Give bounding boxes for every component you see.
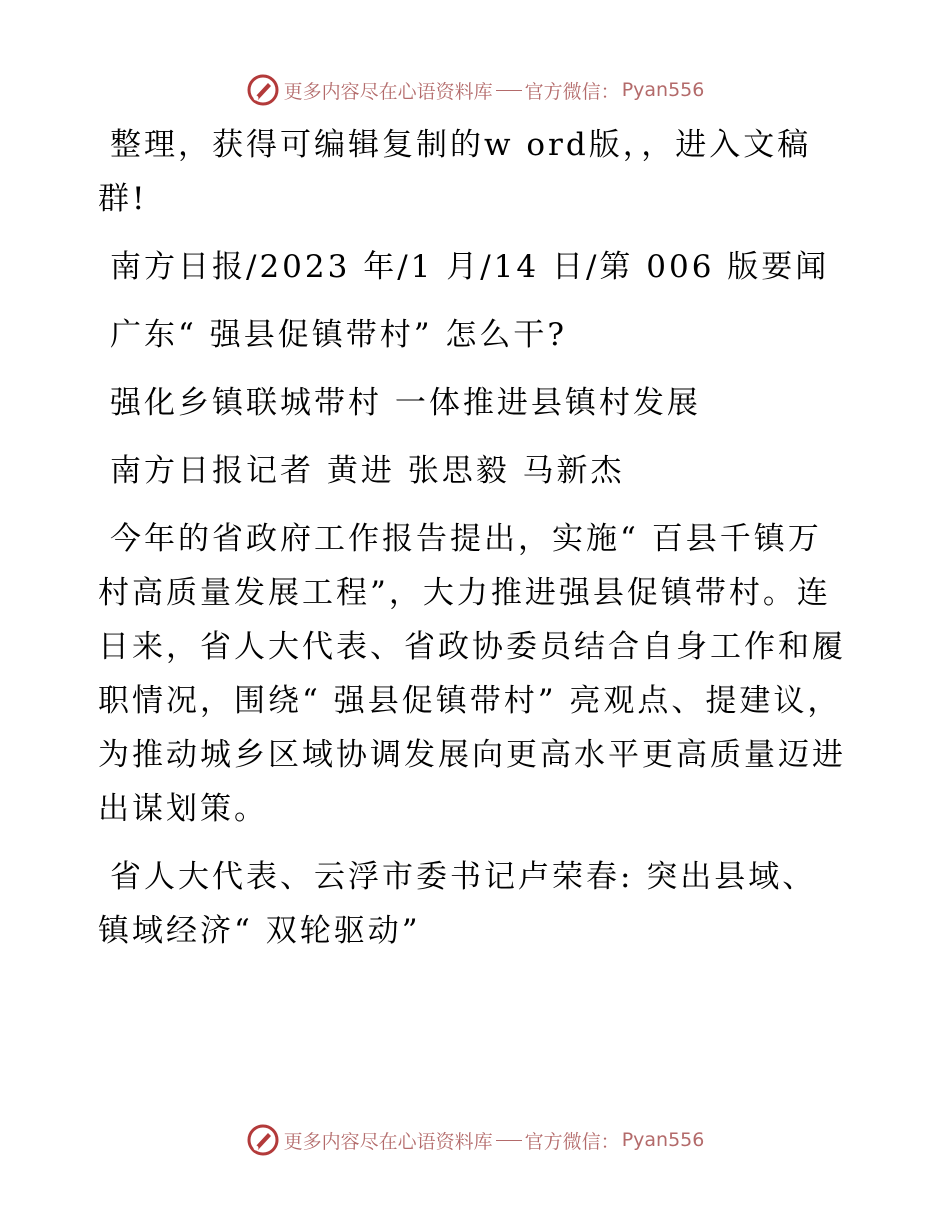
- pen-logo-icon: [246, 1123, 280, 1157]
- document-body: [98, 118, 850, 958]
- pen-logo-icon: [246, 73, 280, 107]
- paragraph-byline: 南方日报记者 黄进 张思毅 马新杰: [110, 453, 625, 489]
- banner-wechat-id: Pyan556: [621, 79, 705, 101]
- banner-wechat-label: 官方微信：: [524, 80, 620, 103]
- banner-dash: [496, 1140, 522, 1141]
- paragraph-intro: 整理，获得可编辑复制的w ord版，，进入文稿群!: [98, 127, 812, 217]
- paragraph-subheadline: 强化乡镇联城带村 一体推进县镇村发展: [110, 385, 701, 421]
- footer-banner: [0, 1120, 950, 1160]
- banner-text: 更多内容尽在心语资料库: [283, 80, 493, 103]
- banner-dash: [496, 90, 522, 91]
- paragraph-headline: 广东“ 强县促镇带村” 怎么干?: [110, 317, 568, 353]
- header-banner: [0, 70, 950, 110]
- banner-text: 更多内容尽在心语资料库: [283, 1130, 493, 1153]
- paragraph-source: 南方日报/2023 年/1 月/14 日/第 006 版要闻: [110, 249, 830, 285]
- banner-wechat-label: 官方微信：: [524, 1130, 620, 1153]
- paragraph-lead: 今年的省政府工作报告提出，实施“ 百县千镇万村高质量发展工程”，大力推进强县促镇带村。连日来，省人大代表、省政协委员结合自身工作和履职情况，围绕“ 强县促镇带村” 亮观点、提建议，为推动城乡区域协调发展向更高水平更高质量迈进出谋划策。: [98, 521, 846, 827]
- paragraph-section-heading: 省人大代表、云浮市委书记卢荣春: 突出县域、镇域经济“ 双轮驱动”: [98, 859, 817, 949]
- banner-wechat-id: Pyan556: [621, 1129, 705, 1151]
